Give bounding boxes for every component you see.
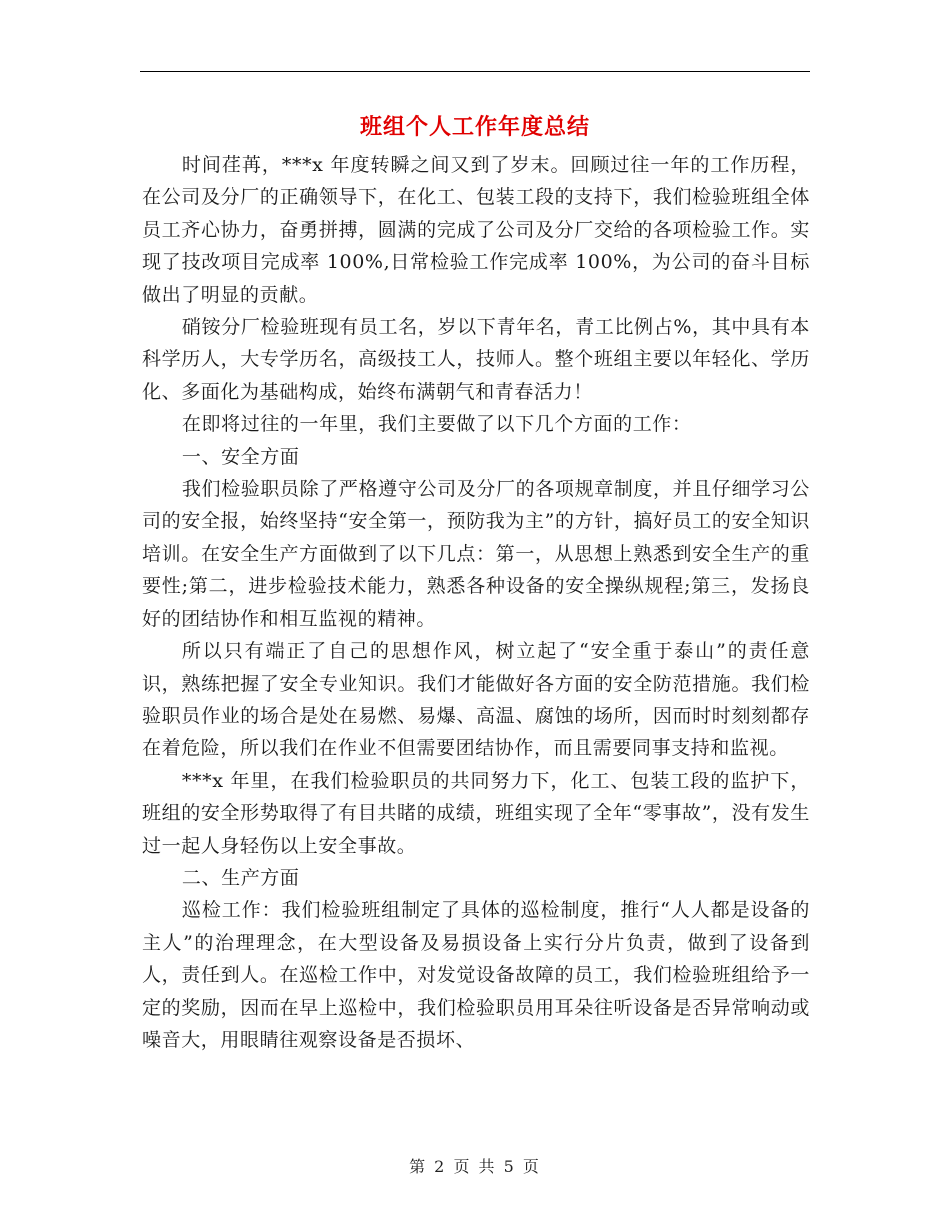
paragraph-safety-results: ***x 年里，在我们检验职员的共同努力下，化工、包装工段的监护下，班组的安全形势取得了有目共睹的成绩，班组实现了全年“零事故”，没有发生过一起人身轻伤以上安全事故。 — [142, 769, 810, 857]
section-heading-production: 二、生产方面 — [181, 866, 300, 889]
page-number: 第 2 页 共 5 页 — [409, 1157, 541, 1176]
document-body — [142, 149, 810, 1056]
document-title: 班组个人工作年度总结 — [359, 114, 590, 140]
paragraph-team-composition: 硝铵分厂检验班现有员工名，岁以下青年名，青工比例占%，其中具有本科学历人，大专学历名，高级技工人，技师人。整个班组主要以年轻化、学历化、多面化为基础构成，始终布满朝气和青春活力！ — [142, 316, 810, 403]
paragraph-inspection-work: 巡检工作：我们检验班组制定了具体的巡检制度，推行“人人都是设备的主人”的治理理念，在大型设备及易损设备上实行分片负责，做到了设备到人，责任到人。在巡检工作中，对发觉设备故障的员工，我们检验班组给予一定的奖励，因而在早上巡检中，我们检验职员用耳朵往听设备是否异常响动或噪音大，用眼睛往观察设备是否损坏、 — [142, 899, 810, 1051]
header-rule — [140, 71, 810, 72]
paragraph-intro: 时间荏苒，***x 年度转瞬之间又到了岁末。回顾过往一年的工作历程，在公司及分厂的正确领导下，在化工、包装工段的支持下，我们检验班组全体员工齐心协力，奋勇拼搏，圆满的完成了公司及分厂交给的各项检验工作。实现了技改项目完成率 100%,日常检验工作完成率 100%，为公司的奋斗目标做出了明显的贡献。 — [142, 154, 810, 306]
paragraph-safety-awareness: 所以只有端正了自己的思想作风，树立起了“安全重于泰山”的责任意识，熟练把握了安全专业知识。我们才能做好各方面的安全防范措施。我们检验职员作业的场合是处在易燃、易爆、高温、腐蚀的场所，因而时时刻刻都存在着危险，所以我们在作业不但需要团结协作，而且需要同事支持和监视。 — [142, 640, 810, 760]
section-heading-safety: 一、安全方面 — [181, 445, 300, 468]
paragraph-safety-measures: 我们检验职员除了严格遵守公司及分厂的各项规章制度，并且仔细学习公司的安全报，始终坚持“安全第一，预防我为主”的方针，搞好员工的安全知识培训。在安全生产方面做到了以下几点：第一，从思想上熟悉到安全生产的重要性;第二，进步检验技术能力，熟悉各种设备的安全操纵规程;第三，发扬良好的团结协作和相互监视的精神。 — [142, 478, 810, 630]
paragraph-work-overview: 在即将过往的一年里，我们主要做了以下几个方面的工作： — [181, 413, 692, 436]
